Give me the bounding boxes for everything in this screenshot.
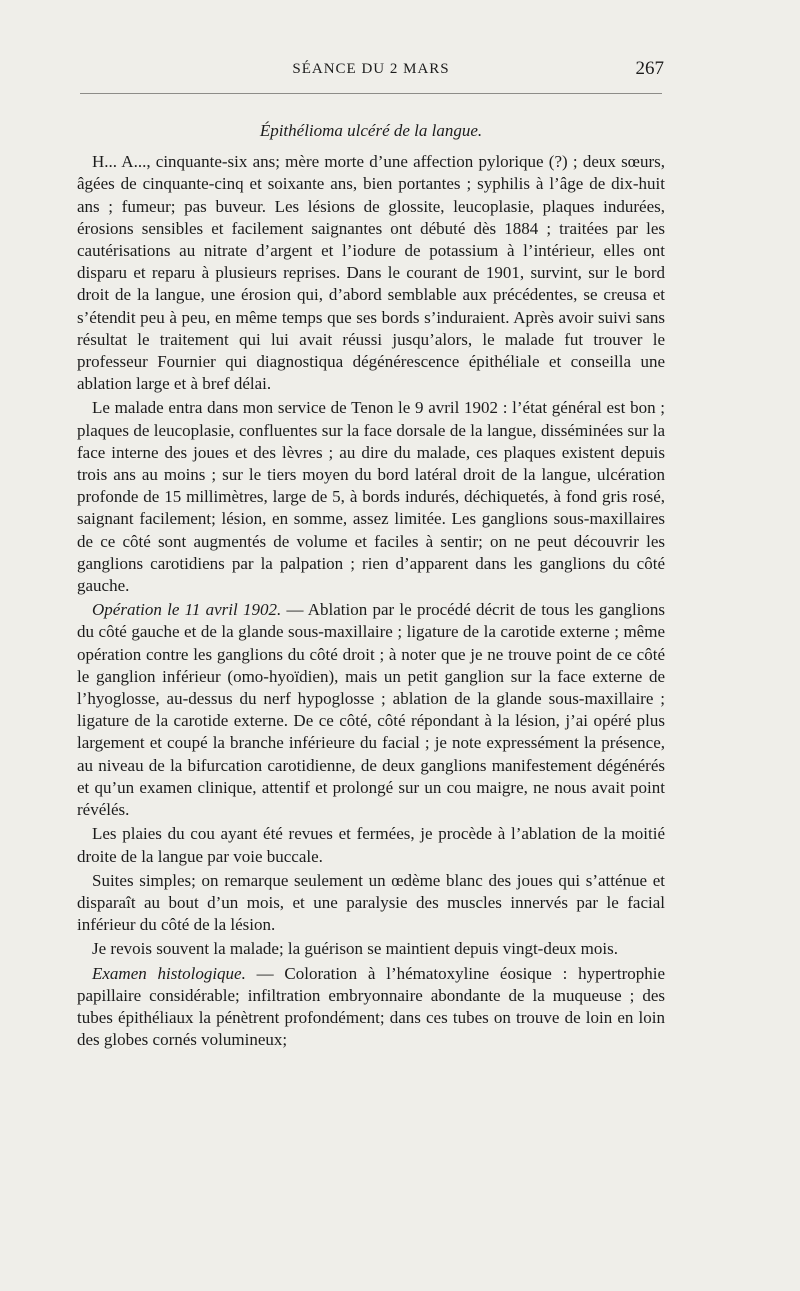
paragraph-text: Les plaies du cou ayant été revues et fermées, je procède à l’ablation de la moitié droite de la langue par voie buccale.: [77, 824, 665, 866]
article-title: Épithélioma ulcéré de la langue.: [259, 121, 483, 140]
header-rule: [80, 93, 662, 94]
paragraph-ablation: [77, 823, 665, 867]
paragraph-label: Examen histologique.: [92, 963, 246, 983]
paragraph-admission: [77, 397, 665, 597]
paragraph-text: — Coloration à l’hématoxyline éosique : hypertrophie papillaire considérable; infiltration embryonnaire abondante de la muqueuse ; des tubes épithéliaux la pénètrent profondément; dans ces tubes on trouve de loin en loin des globes cornés volumineux;: [77, 963, 665, 1050]
running-head: SÉANCE DU 2 MARS: [292, 61, 450, 77]
paragraph-followup: [77, 938, 665, 960]
paragraph-text: Suites simples; on remarque seulement un œdème blanc des joues qui s’atténue et disparaît au bout d’un mois, et une paralysie des muscles innervés par le facial inférieur du côté de la lésion.: [77, 870, 665, 935]
paragraph-text: H... A..., cinquante-six ans; mère morte d’une affection pylorique (?) ; deux sœurs, âgées de cinquante-cinq et soixante ans, bien portantes ; syphilis à l’âge de dix-huit ans ; fumeur; pas buveur. Les lésions de glossite, leucoplasie, plaques indurées, érosions sensibles et facilement saignantes ont débuté dès 1884 ; traitées par les cautérisations au nitrate d’argent et l’iodure de potassium à l’intérieur, elles ont disparu et reparu à plusieurs reprises. Dans le courant de 1901, survint, sur le bord droit de la langue, une érosion qui, d’abord semblable aux précédentes, se creusa et s’étendit peu à peu, en même temps que ses bords s’induraient. Après avoir suivi sans résultat le traitement qui lui avait réussi jusqu’alors, le malade fut trouver le professeur Fournier qui diagnostiqua dégénérescence épithéliale et conseilla une ablation large et à bref délai.: [77, 152, 665, 394]
paragraph-histology: [77, 963, 665, 1052]
page-header: [78, 58, 664, 82]
paragraph-text: Le malade entra dans mon service de Tenon le 9 avril 1902 : l’état général est bon ; plaques de leucoplasie, confluentes sur la face dorsale de la langue, disséminées sur la face interne des joues et des lèvres ; au dire du malade, ces plaques existent depuis trois ans au moins ; sur le tiers moyen du bord latéral droit de la langue, ulcération profonde de 15 millimètres, large de 5, à bords indurés, déchiquetés, à fond gris rosé, saignant facilement; lésion, en somme, assez limitée. Les ganglions sous-maxillaires de ce côté sont augmentés de volume et faciles à sentir; on ne peut découvrir les ganglions carotidiens par la palpation ; rien d’apparent dans les ganglions du côté gauche.: [77, 398, 665, 596]
paragraph-label: Opération le 11 avril 1902.: [92, 600, 282, 620]
paragraph-operation: [77, 599, 665, 821]
paragraph-text: Je revois souvent la malade; la guérison se maintient depuis vingt-deux mois.: [92, 939, 618, 959]
article: [77, 120, 665, 1051]
paragraph-text: — Ablation par le procédé décrit de tous les ganglions du côté gauche et de la glande sous-maxillaire ; ligature de la carotide externe ; même opération contre les ganglions du côté droit ; à noter que je ne trouve point de ce côté le ganglion inférieur (omo-hyoïdien), mais un petit ganglion sur la face externe de l’hyoglosse, au-dessus du nerf hypoglosse ; ablation de la glande sous-maxillaire ; ligature de la carotide externe. De ce côté, côté répondant à la lésion, j’ai opéré plus largement et coupé la branche inférieure du facial ; je note expressément la présence, au niveau de la bifurcation carotidienne, de deux ganglions manifestement dégénérés et qu’un examen clinique, attentif et prolongé sur un cou maigre, ne nous avait point révélés.: [77, 600, 666, 820]
paragraph-case-history: [77, 151, 665, 395]
paragraph-aftermath: [77, 870, 665, 937]
page-number: 267: [635, 58, 664, 79]
